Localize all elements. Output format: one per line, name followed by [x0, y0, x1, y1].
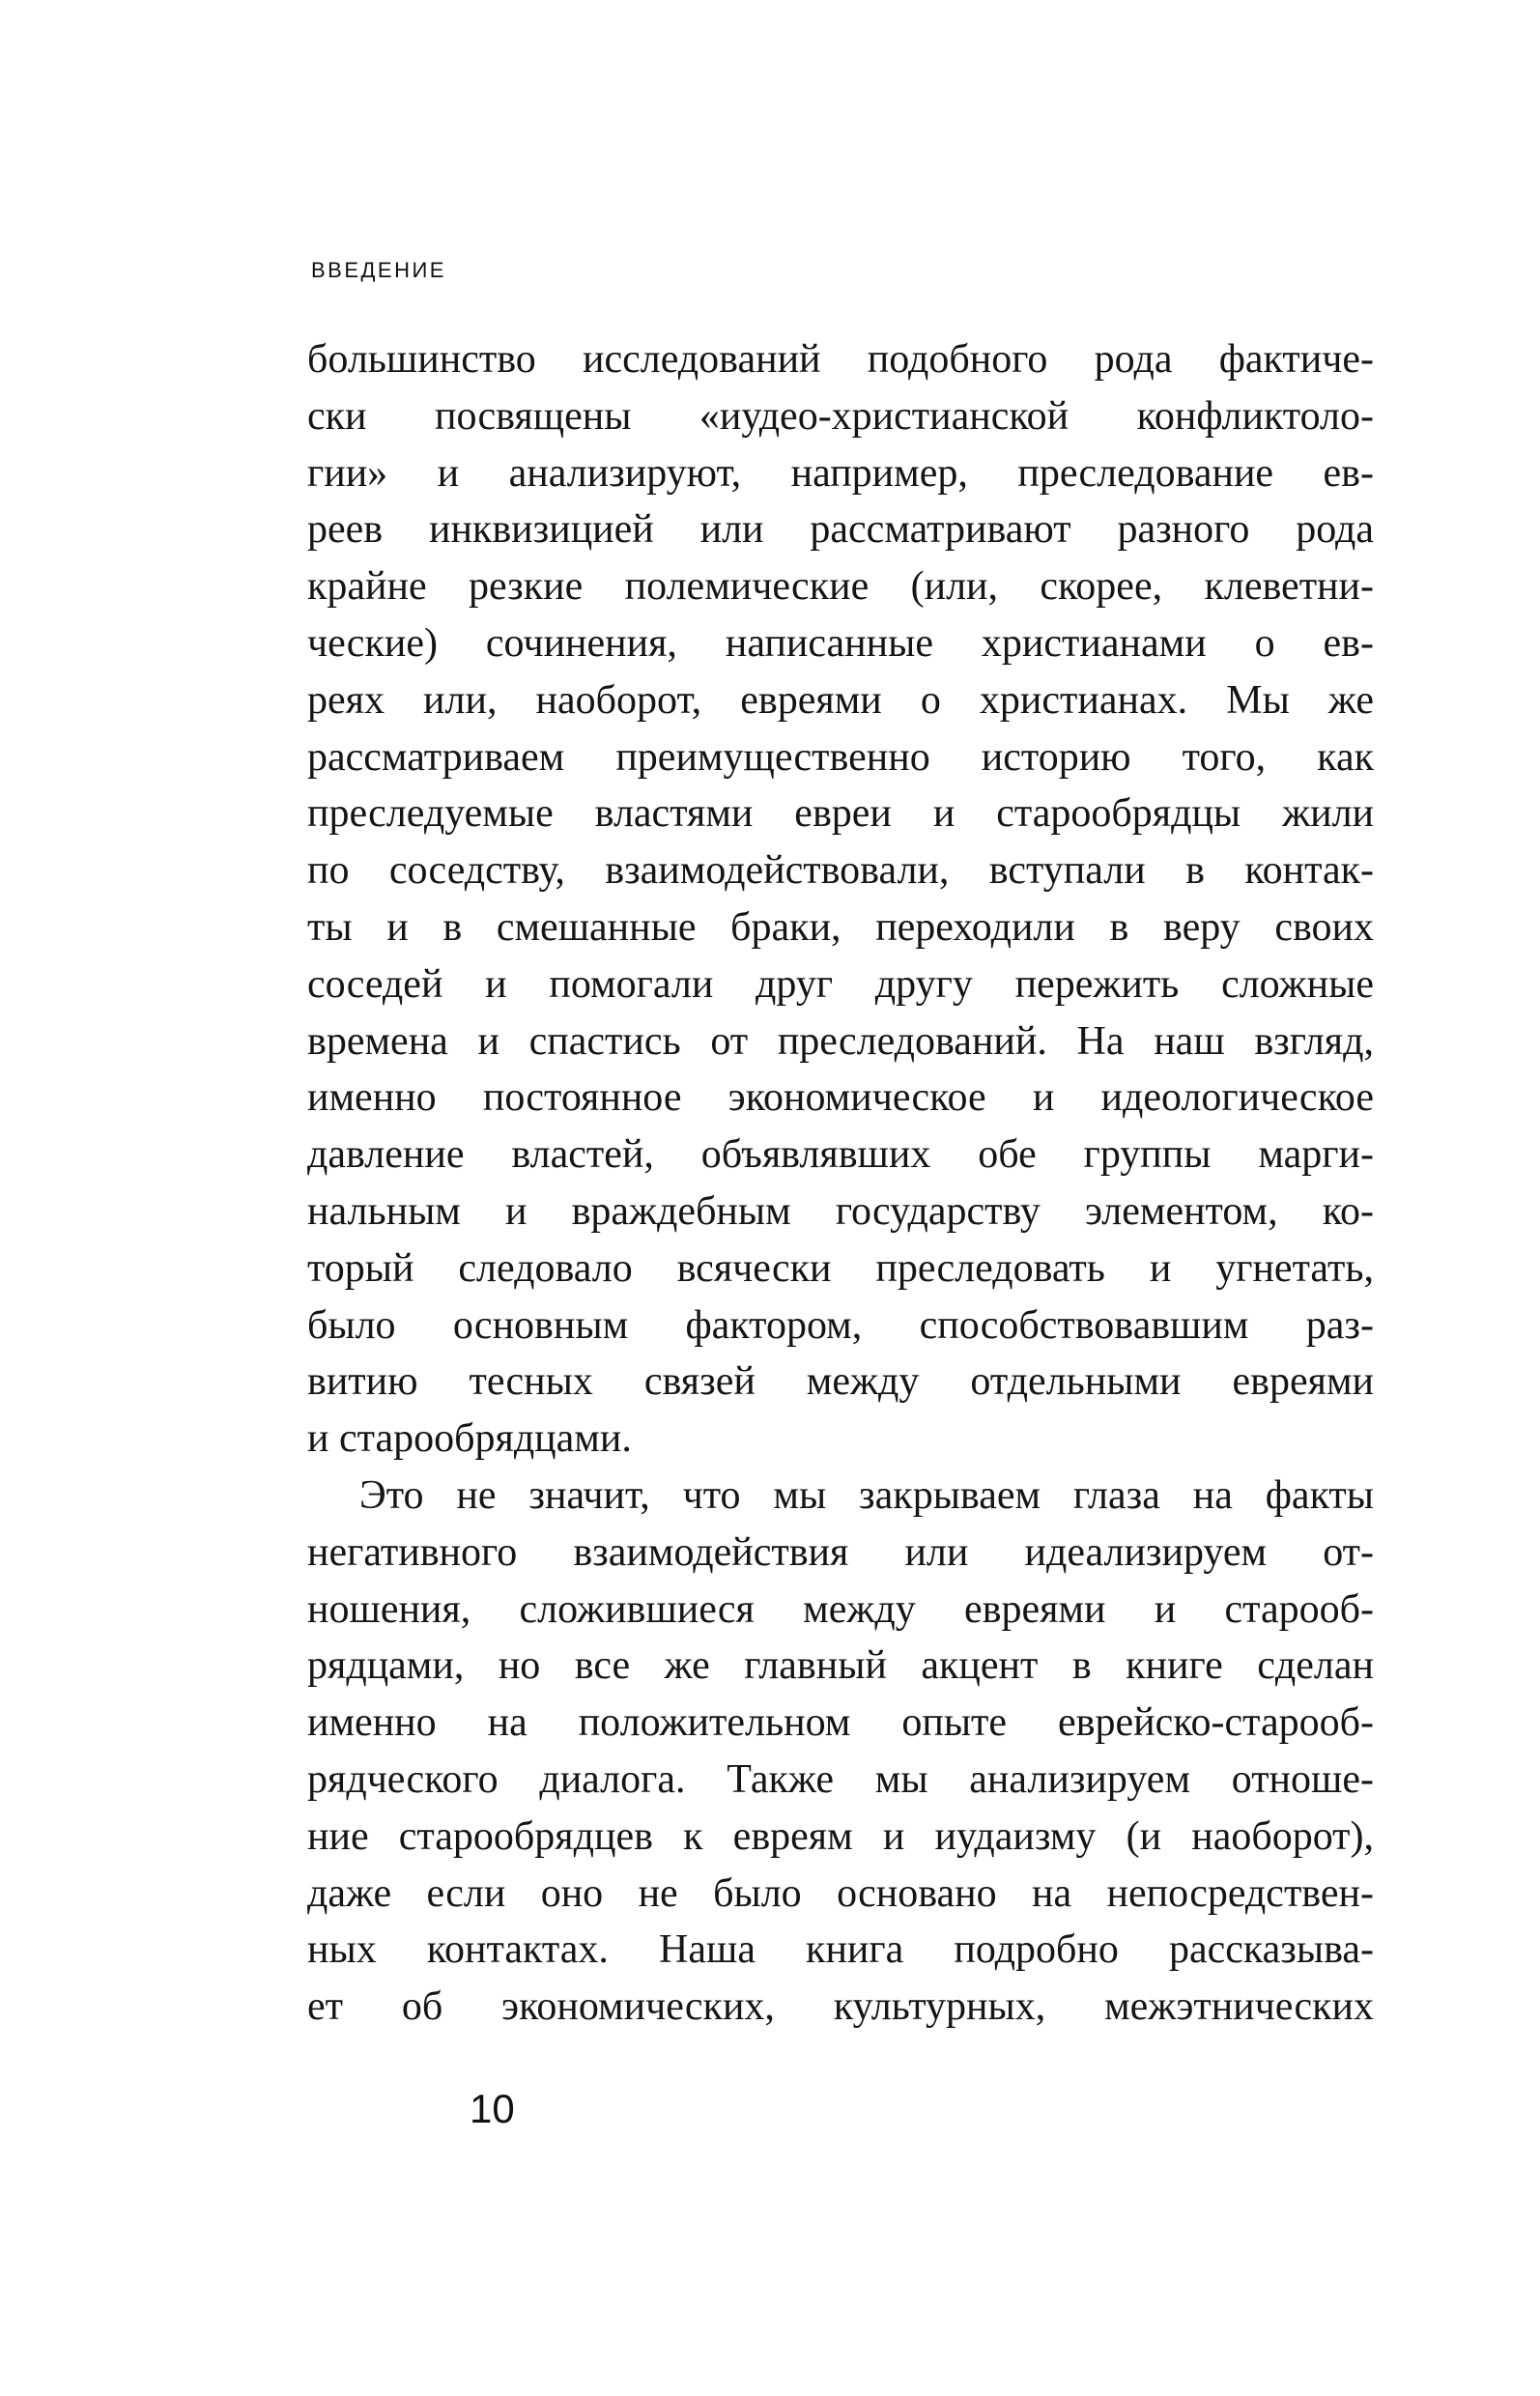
text-line: ет об экономических, культурных, межэтнических: [307, 1984, 1374, 2030]
text-line: именно на положительном опыте еврейско-старооб-: [307, 1700, 1374, 1746]
text-line: торый следовало всячески преследовать и угнетать,: [307, 1245, 1374, 1291]
text-line: ческие) сочинения, написанные христианами о ев-: [307, 620, 1374, 666]
text-line: преследуемые властями евреи и старообрядцы жили: [307, 791, 1374, 837]
text-line: ты и в смешанные браки, переходили в веру своих: [307, 904, 1374, 950]
text-line: даже если оно не было основано на непосредствен-: [307, 1870, 1374, 1916]
text-line: ношения, сложившиеся между евреями и старооб-: [307, 1586, 1374, 1632]
text-line: рядцами, но все же главный акцент в книге сделан: [307, 1643, 1374, 1689]
text-line: рядческого диалога. Также мы анализируем отноше-: [307, 1756, 1374, 1802]
text-line: витию тесных связей между отдельными евреями: [307, 1359, 1374, 1405]
chapter-header: ВВЕДЕНИЕ: [311, 258, 446, 282]
text-line: реях или, наоборот, евреями о христианах. Мы же: [307, 677, 1374, 723]
text-line: большинство исследований подобного рода фактиче-: [307, 337, 1374, 382]
text-line: было основным фактором, способствовавшим раз-: [307, 1302, 1374, 1348]
page-number: 10: [470, 2086, 515, 2131]
body-text: [307, 331, 1374, 2036]
text-line: по соседству, взаимодействовали, вступали в контак-: [307, 848, 1374, 894]
text-line: негативного взаимодействия или идеализируем от-: [307, 1529, 1374, 1575]
text-line: и старообрядцами.: [307, 1416, 632, 1462]
text-line: времена и спастись от преследований. На наш взгляд,: [307, 1018, 1374, 1064]
text-line: гии» и анализируют, например, преследование ев-: [307, 450, 1374, 496]
text-line: рассматриваем преимущественно историю того, как: [307, 734, 1374, 780]
text-line: нальным и враждебным государству элементом, ко-: [307, 1188, 1374, 1234]
text-line: ных контактах. Наша книга подробно рассказыва-: [307, 1927, 1374, 1973]
text-line: ние старообрядцев к евреям и иудаизму (и наоборот),: [307, 1813, 1374, 1859]
text-line: крайне резкие полемические (или, скорее, клеветни-: [307, 564, 1374, 610]
text-line: давление властей, объявлявших обе группы марги-: [307, 1132, 1374, 1178]
text-line: ски посвящены «иудео-христианской конфликтоло-: [307, 393, 1374, 439]
text-line: именно постоянное экономическое и идеологическое: [307, 1075, 1374, 1121]
text-line: соседей и помогали друг другу пережить сложные: [307, 961, 1374, 1007]
text-line: Это не значит, что мы закрываем глаза на факты: [359, 1472, 1374, 1518]
text-line: реев инквизицией или рассматривают разного рода: [307, 507, 1374, 553]
